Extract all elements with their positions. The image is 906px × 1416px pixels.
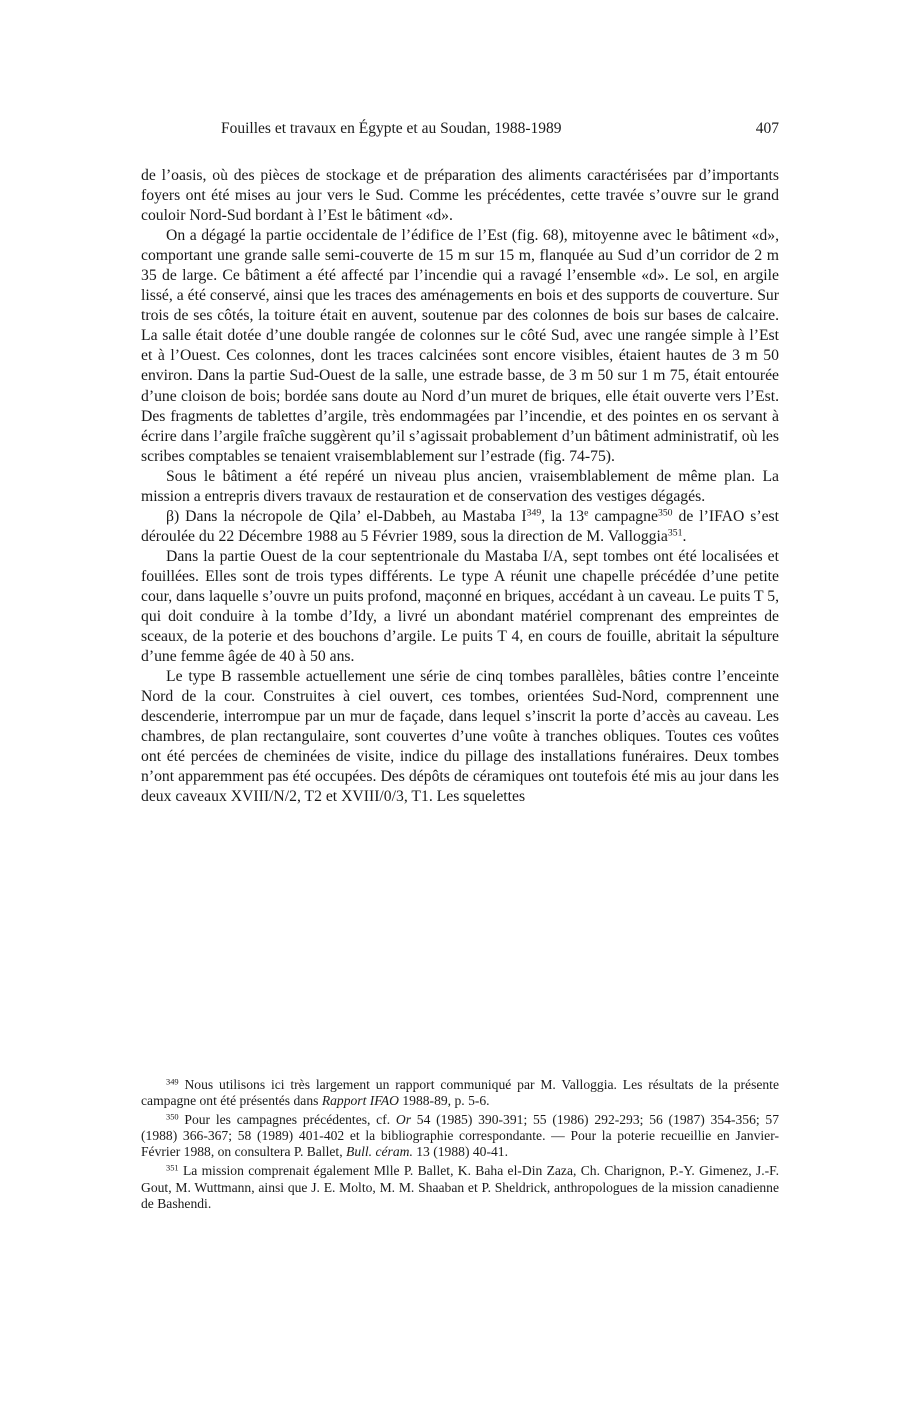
paragraph-2: On a dégagé la partie occidentale de l’édifice de l’Est (fig. 68), mitoyenne avec le bâtiment «d», comportant une grande salle semi-couverte de 15 m sur 15 m, flanquée au Sud d’un corridor de 2 m 35 de large. Ce bâtiment a été affecté par l’incendie qui a ravagé l’ensemble «d». Le sol, en argile lissé, a été conservé, ainsi que les traces des aménagements en bois et des supports de couverture. Sur trois de ses côtés, la toiture était en auvent, soutenue par des colonnes de bois sur bases de calcaire. La salle était dotée d’une double rangée de colonnes sur le côté Sud, avec une rangée simple à l’Est et à l’Ouest. Ces colonnes, dont les traces calcinées sont encore visibles, étaient hautes de 3 m 50 environ. Dans la partie Sud-Ouest de la salle, une estrade basse, de 3 m 50 sur 1 m 75, était entourée d’une cloison de bois; bordée sans doute au Nord d’un muret de briques, elle était ouverte vers l’Est. Des fragments de tablettes d’argile, très endommagées par l’incendie, et des pointes en os servant à écrire dans l’argile fraîche suggèrent qu’il s’agissait probablement d’un bâtiment administratif, où les scribes comptables se tenaient vraisemblablement sur l’estrade (fig. 74-75). (141, 227, 779, 465)
paragraph-4-text-c: campagne (588, 507, 658, 525)
footnote-number: 351 (166, 1162, 179, 1173)
paragraph-4-text-b: , la 13 (541, 507, 585, 525)
footnote-349 (141, 1077, 779, 1109)
footnote-text: 54 (1985) 390-391; 55 (1986) 292-293; 56 (1987) 354-356; 57 (1988) 366-367; 58 (1989) 401-402 et la bibliographie correspondante. — Pour la poterie recueillie en Janvier-Février 1988, on consultera P. Ballet, (141, 1112, 779, 1160)
footnote-italic: Or (395, 1112, 412, 1128)
paragraph-4-text-a: β) Dans la nécropole de Qila’ el-Dabbeh, au Mastaba I (166, 507, 527, 525)
paragraph-4-text-e: . (682, 527, 687, 545)
paragraph-3: Sous le bâtiment a été repéré un niveau plus ancien, vraisemblablement de même plan. La mission a entrepris divers travaux de restauration et de conservation des vestiges dégagés. (141, 467, 779, 505)
footnote-text: Nous utilisons ici très largement un rapport communiqué par M. Valloggia. Les résultats de la présente campagne ont été présentés dans (141, 1077, 779, 1109)
paragraph-4-text-d: de l’IFAO s’est déroulée du 22 Décembre 1988 au 5 Février 1989, sous la direction de M. Valloggia (141, 507, 780, 545)
footnote-number: 350 (166, 1111, 179, 1122)
footnotes (141, 1077, 779, 1215)
footnote-number: 349 (166, 1076, 179, 1087)
footnote-text: 1988-89, p. 5-6. (398, 1093, 490, 1109)
paragraph-5: Dans la partie Ouest de la cour septentrionale du Mastaba I/A, sept tombes ont été localisées et fouillées. Elles sont de trois types différents. Le type A réunit une chapelle précédée d’une petite cour, dans laquelle s’ouvre un puits profond, maçonné en briques, accédant à un caveau. Le puits T 5, qui doit conduire à la tombe d’Idy, a livré un abondant matériel comprenant des empreintes de sceaux, de la poterie et des bouchons d’argile. Le puits T 4, en cours de fouille, abritait la sépulture d’une femme âgée de 40 à 50 ans. (141, 547, 779, 666)
paragraph-6: Le type B rassemble actuellement une série de cinq tombes parallèles, bâties contre l’enceinte Nord de la cour. Construites à ciel ouvert, ces tombes, orientées Sud-Nord, comprennent une descenderie, interrompue par un mur de façade, dans lequel s’inscrit la porte d’accès au caveau. Les chambres, de plan rectangulaire, sont couvertes d’une voûte à tranches obliques. Toutes ces voûtes ont été percées de cheminées de visite, indice du pillage des installations funéraires. Deux tombes n’ont apparemment pas été occupées. Des dépôts de céramiques ont toutefois été mis au jour dans les deux caveaux XVIII/N/2, T2 et XVIII/0/3, T1. Les squelettes (141, 668, 779, 806)
paragraph-1: de l’oasis, où des pièces de stockage et de préparation des aliments caractérisées par d’importants foyers ont été mises au jour vers le Sud. Comme les précédentes, cette travée s’ouvre sur le grand couloir Nord-Sud bordant à l’Est le bâtiment «d». (141, 167, 779, 225)
footnote-italic: Rapport IFAO (321, 1093, 399, 1109)
page-number: 407 (755, 120, 779, 137)
footnote-italic: Bull. céram. (346, 1144, 413, 1160)
footnote-351 (141, 1163, 779, 1211)
footnote-350 (141, 1112, 779, 1160)
running-header (141, 119, 779, 139)
running-title: Fouilles et travaux en Égypte et au Soudan, 1988-1989 (221, 120, 562, 137)
footnote-ref-351: 351 (667, 527, 683, 539)
footnote-text: La mission comprenait également Mlle P. Ballet, K. Baha el-Din Zaza, Ch. Charignon, P.-Y. Gimenez, J.-F. Gout, M. Wuttmann, ainsi que J. E. Molto, M. M. Shaaban et P. Sheldrick, anthropologues de la mission canadienne de Bashendi. (141, 1163, 779, 1211)
footnote-ref-349: 349 (526, 507, 542, 519)
body-text (141, 166, 779, 808)
footnote-text: Pour les campagnes précédentes, cf. (178, 1112, 396, 1128)
paragraph-4 (141, 507, 779, 547)
footnote-ref-350: 350 (657, 507, 673, 519)
ordinal-superscript: e (584, 507, 589, 519)
footnote-text: 13 (1988) 40-41. (412, 1144, 508, 1160)
